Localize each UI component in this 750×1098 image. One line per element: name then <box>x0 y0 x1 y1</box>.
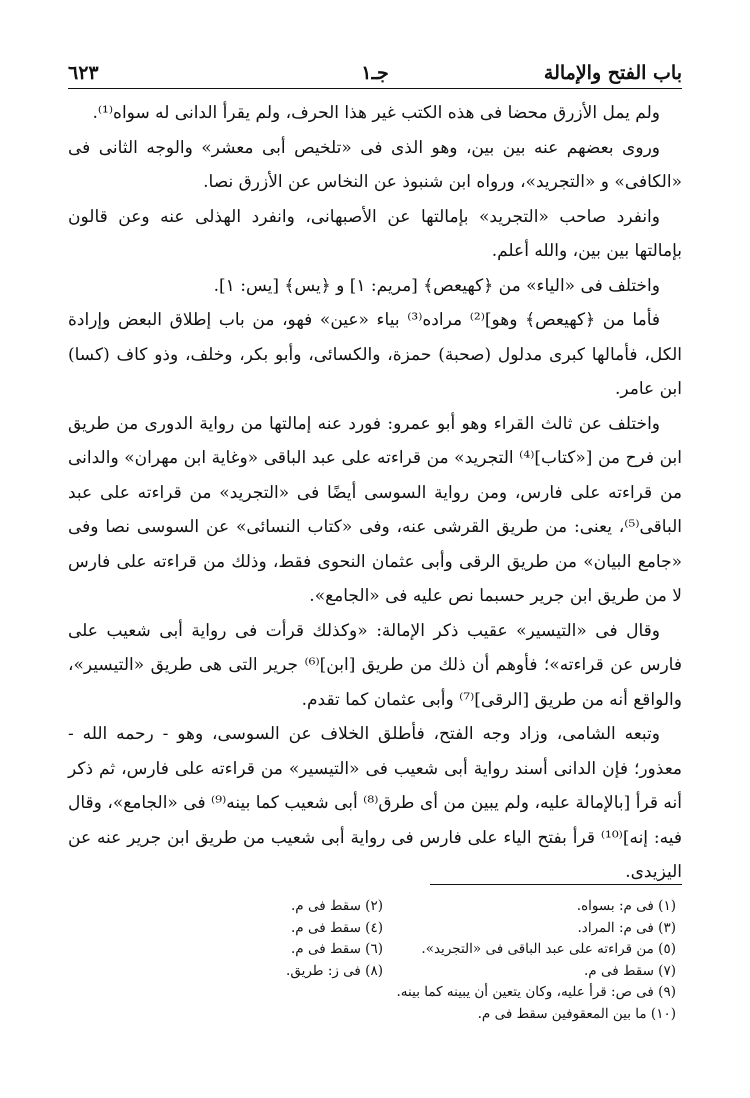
volume-label: جـ١ <box>361 62 389 84</box>
page-number: ٦٢٣ <box>68 62 99 84</box>
paragraph: ولم يمل الأزرق محضا فى هذه الكتب غير هذا الحرف، ولم يقرأ الدانى له سواه⁽¹⁾. <box>92 103 660 123</box>
footnote-row <box>90 918 676 940</box>
paragraph: وانفرد صاحب «التجريد» بإمالتها عن الأصبهانى، وانفرد الهذلى عنه وعن قالون بإمالتها بين بين، والله أعلم. <box>68 206 682 261</box>
footnote-row <box>90 896 676 918</box>
footnotes <box>90 896 676 1025</box>
header-divider <box>68 88 682 89</box>
footnote: (١٠) ما بين المعقوفين سقط فى م. <box>477 1005 676 1022</box>
footnote-row <box>90 961 676 983</box>
paragraph: واختلف عن ثالث القراء وهو أبو عمرو: فورد عنه إمالتها من رواية الدورى من طريق ابن فرح من [«كتاب]⁽⁴⁾ التجريد» من قراءته على عبد الباقى «وغاية ابن مهران» والدانى من قراءته على فارس، ومن رواية السوسى أيضًا فى «التجريد» من قراءته على عبد الباقى⁽⁵⁾، يعنى: من طريق القرشى عنه، وفى «كتاب النسائى» عن السوسى نصا وفى «جامع البيان» من طريق الرقى وأبى عثمان النحوى فقط، وذلك من قراءته على فارس لا من طريق ابن جرير حسبما نص عليه فى «الجامع». <box>68 413 682 606</box>
footnote-row <box>90 939 676 961</box>
footnote: (٦) سقط فى م. <box>291 941 383 957</box>
paragraph: واختلف فى «الياء» من ﴿كهيعص﴾ [مريم: ١] و ﴿يس﴾ [يس: ١]. <box>213 275 660 296</box>
footnote: (٤) سقط فى م. <box>291 919 383 936</box>
paragraph: فأما من ﴿كهيعص﴾ وهو]⁽²⁾ مراده⁽³⁾ بياء «عين» فهو، من باب إطلاق البعض وإرادة الكل، فأمالها كبرى مدلول (صحبة) حمزة، والكسائى، وأبو بكر، وخلف، وذو كاف (كسا) ابن عامر. <box>68 310 682 399</box>
paragraph: وروى بعضهم عنه بين بين، وهو الذى فى «تلخيص أبى معشر» والوجه الثانى فى «الكافى» و «التجريد»، ورواه ابن شنبوذ عن النخاس عن الأزرق نصا. <box>68 137 682 192</box>
footnote: (٣) فى م: المراد. <box>577 919 676 936</box>
footnote: (٢) سقط فى م. <box>291 898 383 914</box>
footnote: (٩) فى ص: قرأ عليه، وكان يتعين أن يبينه كما بينه. <box>396 984 676 1000</box>
footnote: (١) فى م: بسواه. <box>576 898 676 914</box>
paragraph: وقال فى «التيسير» عقيب ذكر الإمالة: «وكذلك قرأت فى رواية أبى شعيب على فارس عن قراءته»؛ فأوهم أن ذلك من طريق [ابن]⁽⁶⁾ جرير التى هى طريق «التيسير»، والواقع أنه من طريق [الرقى]⁽⁷⁾ وأبى عثمان كما تقدم. <box>68 620 682 710</box>
footnote: (٥) من قراءته على عبد الباقى فى «التجريد». <box>421 941 676 957</box>
footnote: (٧) سقط فى م. <box>584 962 676 979</box>
paragraph: وتبعه الشامى، وزاد وجه الفتح، فأطلق الخلاف عن السوسى، وهو - رحمه الله - معذور؛ فإن الدانى أسند رواية أبى شعيب فى «التيسير» من قراءته على فارس، ثم ذكر أنه قرأ [بالإمالة عليه، ولم يبين من أى طرق⁽⁸⁾ أبى شعيب كما بينه⁽⁹⁾ فى «الجامع»، وقال فيه: إنه]⁽¹⁰⁾ قرأ بفتح الياء على فارس فى رواية أبى شعيب من طريق ابن جرير عنه عن اليزيدى. <box>68 724 682 882</box>
main-text <box>68 96 682 890</box>
running-header <box>68 58 682 88</box>
footnote-divider <box>430 884 682 885</box>
chapter-title: باب الفتح والإمالة <box>543 62 682 84</box>
footnote: (٨) فى ز: طريق. <box>286 962 383 979</box>
